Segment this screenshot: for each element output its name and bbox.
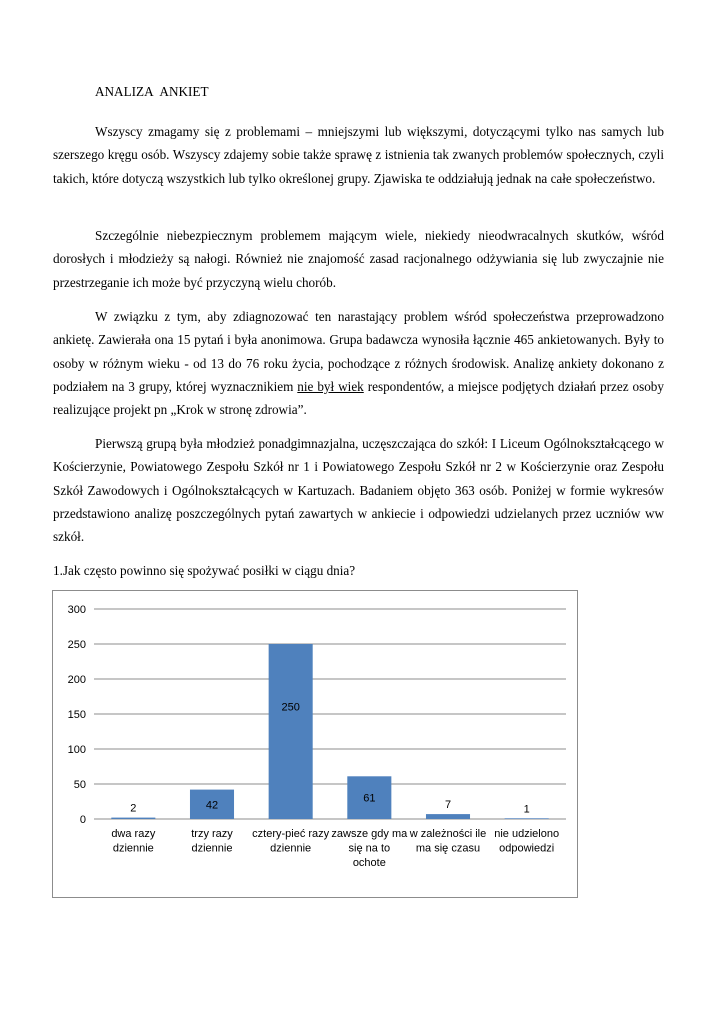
- x-tick-label: dwa razy: [111, 828, 156, 840]
- paragraph-survey-text-after: respondentów, a miejsce podjętych działań przez osoby realizujące projekt pn „Krok w stronę zdrowia”.: [53, 378, 664, 418]
- x-tick-label: dziennie: [112, 842, 154, 855]
- page-title: ANALIZA ANKIET: [95, 84, 209, 99]
- x-tick-label: cztery-pieć razy: [252, 828, 330, 840]
- bar: [269, 644, 313, 819]
- data-label: 250: [281, 701, 300, 714]
- data-label: 7: [444, 799, 452, 812]
- bar-chart: [52, 590, 578, 898]
- question-1: 1.Jak często powinno się spożywać posiłki w ciągu dnia?: [53, 563, 356, 578]
- x-tick-label: ma się czasu: [415, 842, 481, 855]
- paragraph-addictions: Szczególnie niebezpiecznym problemem mającym wiele, niekiedy nieodwracalnych skutków, wśród dorosłych i młodzieży są nałogi. Również nie znajomość zasad racjonalnego odżywiania się lub zwyczajnie nie przestrzeganie ich może być przyczyną wielu chorób.: [53, 228, 664, 290]
- data-label: 42: [205, 799, 219, 812]
- bar: [111, 818, 155, 819]
- x-tick-label: dziennie: [270, 842, 312, 855]
- x-tick-label: ochote: [352, 857, 386, 869]
- y-tick-label: 50: [73, 779, 86, 791]
- x-tick-label: zawsze gdy ma: [331, 828, 408, 840]
- x-tick-label: trzy razy: [191, 828, 233, 840]
- paragraph-survey-text-before: W związku z tym, aby zdiagnozować ten narastający problem wśród społeczeństwa przeprowadzono ankietę. Zawierała ona 15 pytań i była anonimowa. Grupa badawcza wynosiła łącznie 465 ankietowanych. Były to osoby w różnym wieku - od 13 do 76 roku życia, pochodzące z różnych środowisk. Analizę ankiety dokonano z podziałem na 3 grupy, której wyznacznikiem: [53, 309, 664, 394]
- x-tick-label: nie udzielono: [494, 828, 560, 840]
- y-tick-label: 100: [67, 744, 86, 756]
- paragraph-first-group: Pierwszą grupą była młodzież ponadgimnazjalna, uczęszczająca do szkół: I Liceum Ogólnokształcącego w Kościerzynie, Powiatowego Zespołu Szkół nr 1 i Powiatowego Zespołu Szkół nr 2 w Kościerzynie oraz Zespołu Szkół Zawodowych i Ogólnokształcących w Kartuzach. Badaniem objęto 363 osób. Poniżej w formie wykresów przedstawiono analizę poszczególnych pytań zawartych w ankiecie i odpowiedzi udzielanych przez uczniów ww szkół.: [53, 436, 664, 545]
- bar: [426, 814, 470, 819]
- bar: [505, 818, 549, 819]
- x-tick-label: w zależności ile: [409, 828, 487, 840]
- data-label: 2: [130, 802, 137, 815]
- x-tick-label: odpowiedzi: [499, 842, 555, 855]
- x-tick-label: się na to: [348, 842, 391, 855]
- data-label: 1: [523, 803, 530, 816]
- paragraph-survey: [53, 305, 664, 421]
- data-label: 61: [363, 792, 376, 805]
- y-tick-label: 150: [67, 709, 86, 721]
- x-tick-label: dziennie: [191, 842, 233, 855]
- y-tick-label: 250: [67, 639, 86, 651]
- bar-chart-svg: [53, 591, 577, 897]
- y-tick-label: 0: [79, 814, 86, 826]
- paragraph-intro: Wszyscy zmagamy się z problemami – mniejszymi lub większymi, dotyczącymi tylko nas samych lub szerszego kręgu osób. Wszyscy zdajemy sobie także sprawę z istnienia tak zwanych problemów społecznych, czyli takich, które dotyczą wszystkich lub tylko określonej grupy. Zjawiska te oddziałują jednak na całe społeczeństwo.: [53, 124, 664, 186]
- y-tick-label: 300: [67, 604, 86, 616]
- paragraph-survey-underlined: nie był wiek: [297, 378, 364, 394]
- y-tick-label: 200: [67, 674, 86, 686]
